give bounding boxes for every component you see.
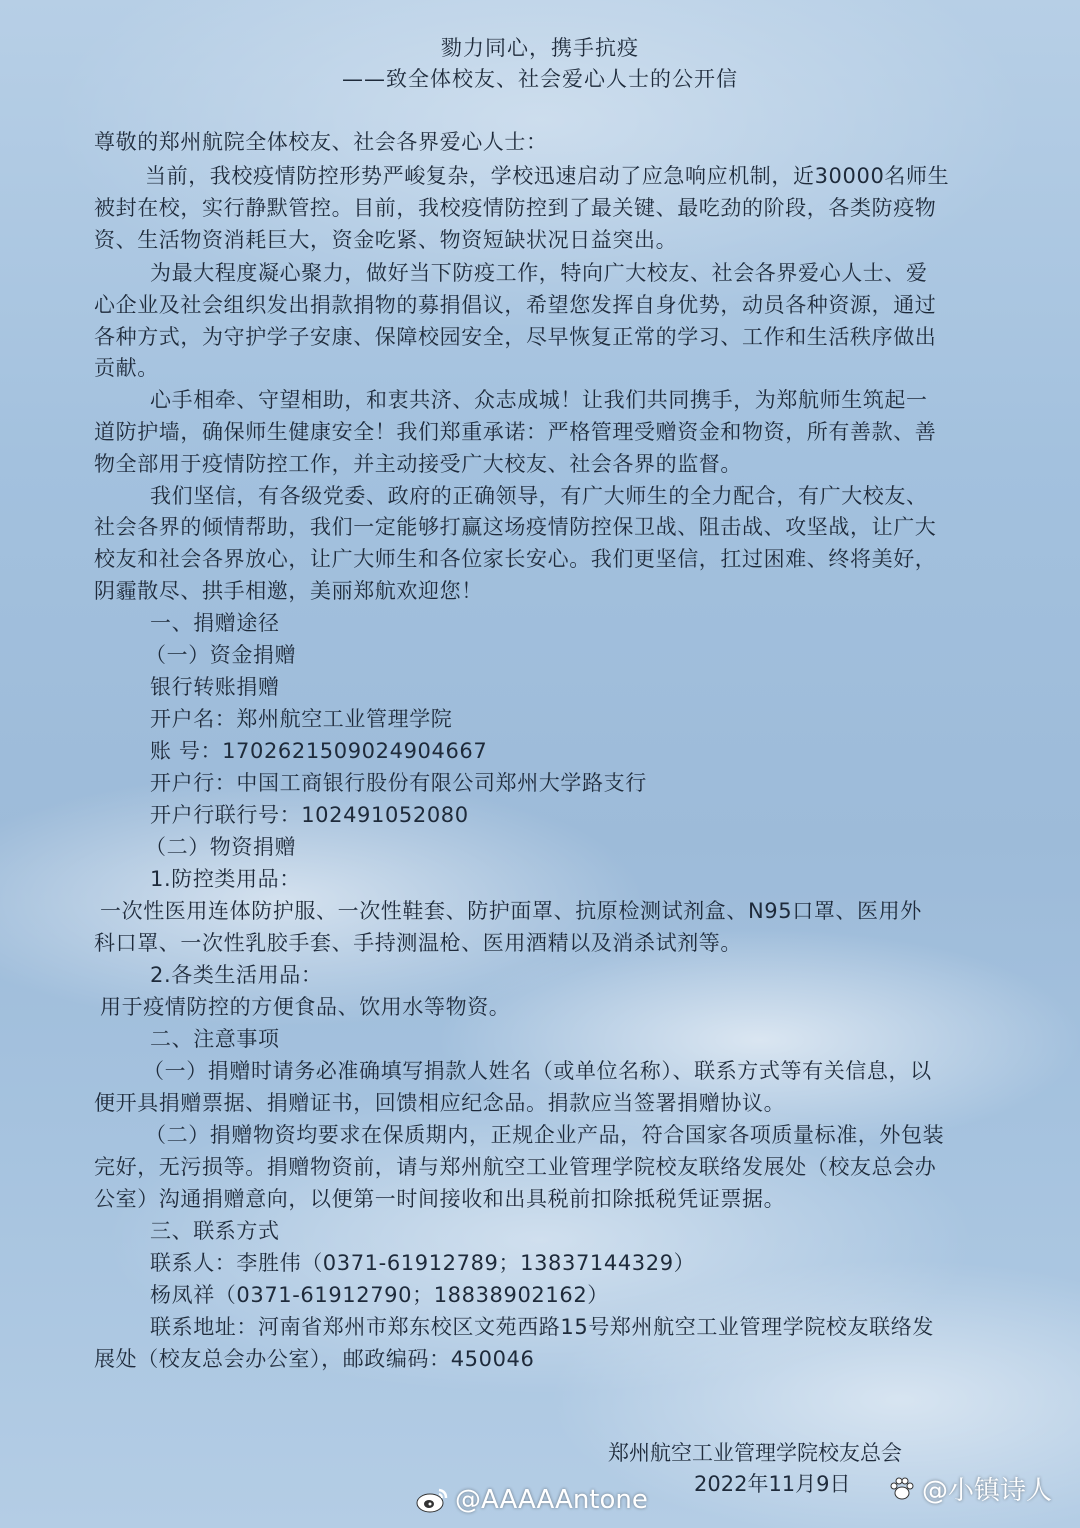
author-watermark — [888, 1470, 1052, 1507]
body-line: 1.防控类用品： — [150, 867, 301, 891]
salutation: 尊敬的郑州航院全体校友、社会各界爱心人士： — [94, 130, 548, 154]
body-line: 校友和社会各界放心，让广大师生和各位家长安心。我们更坚信，扛过困难、终将美好， — [94, 547, 937, 571]
contact-person: 杨凤祥（0371-61912790；18838902162） — [150, 1283, 609, 1307]
section-heading: 一、捐赠途径 — [150, 611, 280, 635]
paw-icon — [888, 1475, 916, 1503]
body-line: 用于疫情防控的方便食品、饮用水等物资。 — [100, 995, 511, 1019]
contact-address: 展处（校友总会办公室），邮政编码：450046 — [94, 1347, 535, 1371]
letter-title: 勠力同心，携手抗疫 — [441, 36, 639, 60]
body-line: （一）捐赠时请务必准确填写捐款人姓名（或单位名称）、联系方式等有关信息，以 — [143, 1059, 932, 1083]
signature: 郑州航空工业管理学院校友总会 — [608, 1441, 902, 1465]
section-heading: 二、注意事项 — [150, 1027, 280, 1051]
body-line: （二）捐赠物资均要求在保质期内，正规企业产品，符合国家各项质量标准，外包装 — [145, 1123, 945, 1147]
body-line: 各种方式，为守护学子安康、保障校园安全，尽早恢复正常的学习、工作和生活秩序做出 — [94, 325, 937, 349]
account-number: 账 号：1702621509024904667 — [150, 739, 488, 763]
date: 2022年11月9日 — [694, 1472, 851, 1496]
body-line: 为最大程度凝心聚力，做好当下防疫工作，特向广大校友、社会各界爱心人士、爱 — [150, 261, 928, 285]
letter-subtitle: ——致全体校友、社会爱心人士的公开信 — [342, 67, 738, 91]
body-line: 科口罩、一次性乳胶手套、手持测温枪、医用酒精以及消杀试剂等。 — [94, 931, 742, 955]
body-line: 贡献。 — [94, 356, 159, 380]
body-line: 当前，我校疫情防控形势严峻复杂，学校迅速启动了应急响应机制，近30000名师生 — [145, 164, 950, 188]
contact-address: 联系地址：河南省郑州市郑东校区文苑西路15号郑州航空工业管理学院校友联络发 — [150, 1315, 934, 1339]
subsection-heading: （二）物资捐赠 — [145, 835, 297, 859]
body-line: 公室）沟通捐赠意向，以便第一时间接收和出具税前扣除抵税凭证票据。 — [94, 1187, 786, 1211]
body-line: 资、生活物资消耗巨大，资金吃紧、物资短缺状况日益突出。 — [94, 228, 678, 252]
account-name: 开户名：郑州航空工业管理学院 — [150, 707, 453, 731]
subsection-heading: （一）资金捐赠 — [145, 643, 297, 667]
body-line: 道防护墙，确保师生健康安全！我们郑重承诺：严格管理受赠资金和物资，所有善款、善 — [94, 420, 937, 444]
weibo-watermark — [415, 1485, 648, 1515]
body-line: 便开具捐赠票据、捐赠证书，回馈相应纪念品。捐款应当签署捐赠协议。 — [94, 1091, 786, 1115]
weibo-handle: @AAAAAntone — [455, 1485, 648, 1515]
section-heading: 三、联系方式 — [150, 1219, 280, 1243]
bank-code: 开户行联行号：102491052080 — [150, 803, 469, 827]
body-line: 被封在校，实行静默管控。目前，我校疫情防控到了最关键、最吃劲的阶段，各类防疫物 — [94, 196, 937, 220]
bank-name: 开户行：中国工商银行股份有限公司郑州大学路支行 — [150, 771, 647, 795]
weibo-icon — [415, 1486, 449, 1514]
body-line: 我们坚信，有各级党委、政府的正确领导，有广大师生的全力配合，有广大校友、 — [150, 484, 928, 508]
body-line: 社会各界的倾情帮助，我们一定能够打赢这场疫情防控保卫战、阻击战、攻坚战，让广大 — [94, 515, 937, 539]
body-line: 一次性医用连体防护服、一次性鞋套、防护面罩、抗原检测试剂盒、N95口罩、医用外 — [100, 899, 922, 923]
body-line: 完好，无污损等。捐赠物资前，请与郑州航空工业管理学院校友联络发展处（校友总会办 — [94, 1155, 937, 1179]
body-line: 阴霾散尽、拱手相邀，美丽郑航欢迎您！ — [94, 579, 483, 603]
body-line: 物全部用于疫情防控工作，并主动接受广大校友、社会各界的监督。 — [94, 452, 742, 476]
body-line: 2.各类生活用品： — [150, 963, 323, 987]
body-line: 心手相牵、守望相助，和衷共济、众志成城！让我们共同携手，为郑航师生筑起一 — [150, 388, 928, 412]
body-line: 银行转账捐赠 — [150, 675, 280, 699]
author-handle: @小镇诗人 — [922, 1476, 1053, 1506]
body-line: 心企业及社会组织发出捐款捐物的募捐倡议，希望您发挥自身优势，动员各种资源，通过 — [94, 293, 937, 317]
contact-person: 联系人：李胜伟（0371-61912789；13837144329） — [150, 1251, 696, 1275]
